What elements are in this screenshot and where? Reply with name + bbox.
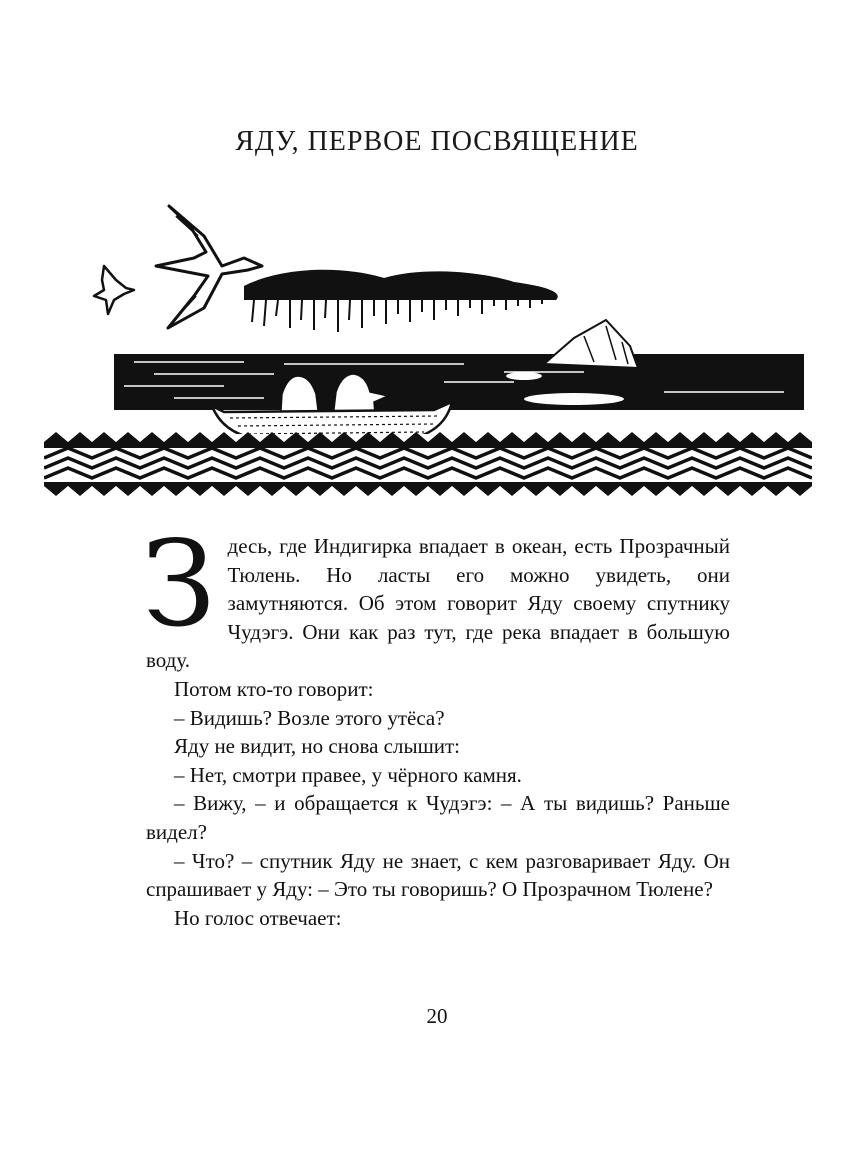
paragraph: – Видишь? Возле этого утёса? xyxy=(174,705,445,730)
arctic-boat-illustration xyxy=(44,196,812,501)
paragraph: Яду не видит, но снова слышит: xyxy=(174,734,461,759)
paragraph: – Нет, смотри правее, у чёрного камня. xyxy=(174,762,522,787)
iceberg-shape xyxy=(544,320,638,368)
small-bird-icon xyxy=(94,266,134,314)
aurora-cloud-shape xyxy=(244,270,558,332)
body-text xyxy=(142,515,730,932)
first-paragraph xyxy=(142,515,730,675)
large-bird-icon xyxy=(156,206,262,328)
paragraph: – Вижу, – и обращается к Чудэгэ: – А ты видишь? Раньше видел? xyxy=(146,791,730,844)
first-paragraph-text: десь, где Индигирка впадает в океан, есть Прозрачный Тюлень. Но ласты его можно увидеть, они замутняются. Об этом говорит Яду своему спутнику Чудэгэ. Они как раз тут, где река впадает в большую воду. xyxy=(146,534,730,673)
paragraph: – Что? – спутник Яду не знает, с кем разговаривает Яду. Он спрашивает у Яду: – Это ты говоришь? О Прозрачном Тюлене? xyxy=(146,848,730,902)
page-number: 20 xyxy=(426,1004,448,1028)
drop-cap: З xyxy=(142,515,216,653)
chapter-title: ЯДУ, ПЕРВОЕ ПОСВЯЩЕНИЕ xyxy=(235,126,639,157)
paragraph: Потом кто-то говорит: xyxy=(174,676,374,701)
paragraph: Но голос отвечает: xyxy=(174,905,342,930)
